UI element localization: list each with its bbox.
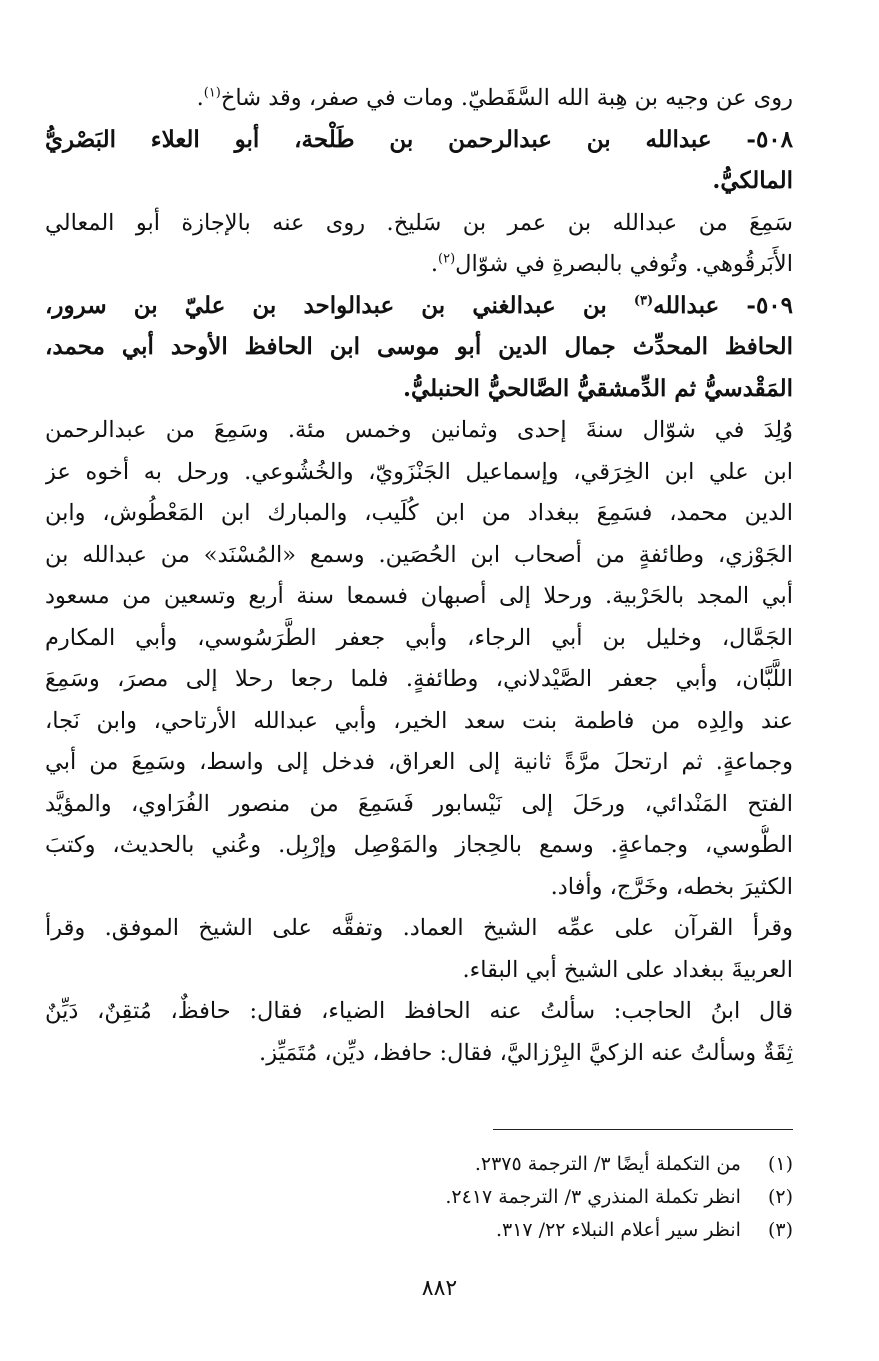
text-line: [45, 535, 793, 575]
text-run: روى عن وجيه بن هِبة الله السَّقَطيّ. ومات في صفر، وقد شاخ: [220, 85, 793, 111]
text-line: [45, 1033, 793, 1073]
footnote-item: [45, 1214, 793, 1246]
text-line: [45, 244, 793, 284]
text-run: وجماعةٍ. ثم ارتحلَ مرَّةً ثانية إلى العراق، فدخل إلى واسط، وسَمِعَ من أبي: [45, 749, 793, 775]
entry-heading-line: [45, 161, 793, 201]
footnote-text: من التكملة أيضًا ٣/ الترجمة ٢٣٧٥.: [474, 1153, 747, 1175]
text-run: الجَوْزي، وطائفةٍ من أصحاب ابن الحُصَين. وسمع «المُسْنَد» من عبدالله بن: [45, 541, 793, 568]
footnote-number: (١): [767, 1153, 793, 1175]
text-line: [45, 618, 793, 658]
text-run: المَقْدسيُّ ثم الدِّمشقيُّ الصَّالحيُّ الحنبليُّ.: [403, 374, 793, 402]
footnote-number: (٢): [767, 1186, 793, 1208]
footnote-reference: (٣): [633, 292, 654, 308]
footnote-item: [45, 1181, 793, 1213]
text-run: عند والِدِه من فاطمة بنت سعد الخير، وأبي عبدالله الأرتاحي، وابن نَجا،: [45, 707, 793, 734]
text-line: [45, 452, 793, 492]
entry-heading-line: [45, 327, 793, 367]
entry-heading-line: [45, 286, 793, 326]
text-line: [45, 742, 793, 782]
text-run: الحافظ المحدِّث جمال الدين أبو موسى ابن الحافظ الأوحد أبي محمد،: [45, 333, 793, 360]
text-run: الدين محمد، فسَمِعَ ببغداد من ابن كُلَيب، والمبارك ابن المَعْطُوش، وابن: [45, 500, 793, 526]
footnote-item: [45, 1148, 793, 1180]
text-run: اللَّبَّان، وأبي جعفر الصَّيْدلاني، وطائفةٍ. فلما رجعا رحلا إلى مصرَ، وسَمِعَ: [45, 666, 793, 692]
text-line: [45, 950, 793, 990]
text-run: وُلِدَ في شوّال سنةَ إحدى وثمانين وخمس مئة. وسَمِعَ من عبدالرحمن: [45, 417, 793, 443]
text-line: [45, 203, 793, 243]
text-line: [45, 784, 793, 824]
text-line: [45, 991, 793, 1031]
footnote-reference: (١): [203, 85, 221, 101]
text-run: ٥٠٩- عبدالله: [653, 291, 793, 319]
text-line: [45, 825, 793, 865]
text-run: الفتح المَنْدائي، ورحَلَ إلى نَيْسابور فَسَمِعَ من منصور الفُرَاوي، والمؤيَّد: [45, 790, 793, 817]
text-run: الطُّوسي، وجماعةٍ. وسمع بالحِجاز والمَوْصِل وإرْبِل. وعُني بالحديث، وكتبَ: [45, 832, 793, 858]
text-run: قال ابنُ الحاجب: سألتُ عنه الحافظ الضياء، فقال: حافظٌ، مُتقِنٌ، دَيِّنٌ: [45, 998, 793, 1024]
entry-heading-line: [45, 120, 793, 160]
footnote-text: انظر تكملة المنذري ٣/ الترجمة ٢٤١٧.: [445, 1186, 747, 1208]
footnote-text: انظر سير أعلام النبلاء ٢٢/ ٣١٧.: [495, 1219, 747, 1241]
text-run: .: [196, 85, 204, 111]
text-line: [45, 493, 793, 533]
text-run: ثِقَةٌ وسألتُ عنه الزكيَّ البِرْزاليَّ، فقال: حافظ، ديِّن، مُتَمَيِّز.: [259, 1039, 793, 1066]
footnote-number: (٣): [767, 1219, 793, 1241]
text-line: [45, 576, 793, 616]
page-body: [45, 78, 793, 1308]
text-line: [45, 867, 793, 907]
entry-heading-line: [45, 369, 793, 409]
page-number: ٨٨٢: [421, 1276, 458, 1301]
text-line: [45, 701, 793, 741]
text-run: الجَمَّال، وخليل بن أبي الرجاء، وأبي جعفر الطَّرَسُوسي، وأبي المكارم: [45, 624, 793, 651]
text-line: [45, 908, 793, 948]
text-run: وقرأ القرآن على عمِّه الشيخ العماد. وتفقَّه على الشيخ الموفق. وقرأ: [45, 915, 793, 941]
text-line: [45, 78, 793, 118]
text-run: المالكيُّ.: [712, 167, 793, 194]
text-line: [45, 410, 793, 450]
text-run: الأَبَرقُوهي. وتُوفي بالبصرةِ في شوّال: [455, 251, 793, 277]
text-run: بن عبدالغني بن عبدالواحد بن عليّ بن سرور،: [45, 291, 634, 319]
text-run: العربيةَ ببغداد على الشيخ أبي البقاء.: [462, 956, 793, 983]
text-run: أبي المجد بالحَرْبية. ورحلا إلى أصبهان فسمعا سنة أربع وتسعين من مسعود: [45, 583, 793, 609]
footnote-reference: (٢): [438, 251, 456, 267]
text-run: الكثيرَ بخطه، وخَرَّج، وأفاد.: [550, 873, 793, 900]
text-run: ٥٠٨- عبدالله بن عبدالرحمن بن طَلْحة، أبو العلاء البَصْريُّ: [45, 125, 793, 153]
text-run: سَمِعَ من عبدالله بن عمر بن سَليخ. روى عنه بالإجازة أبو المعالي: [45, 209, 793, 236]
footnote-divider: [493, 1129, 793, 1130]
text-line: [45, 659, 793, 699]
text-run: .: [430, 251, 439, 277]
text-run: ابن علي ابن الخِرَقي، وإسماعيل الجَنْزَويّ، والخُشُوعي. ورحل به أخوه عز: [45, 458, 793, 485]
